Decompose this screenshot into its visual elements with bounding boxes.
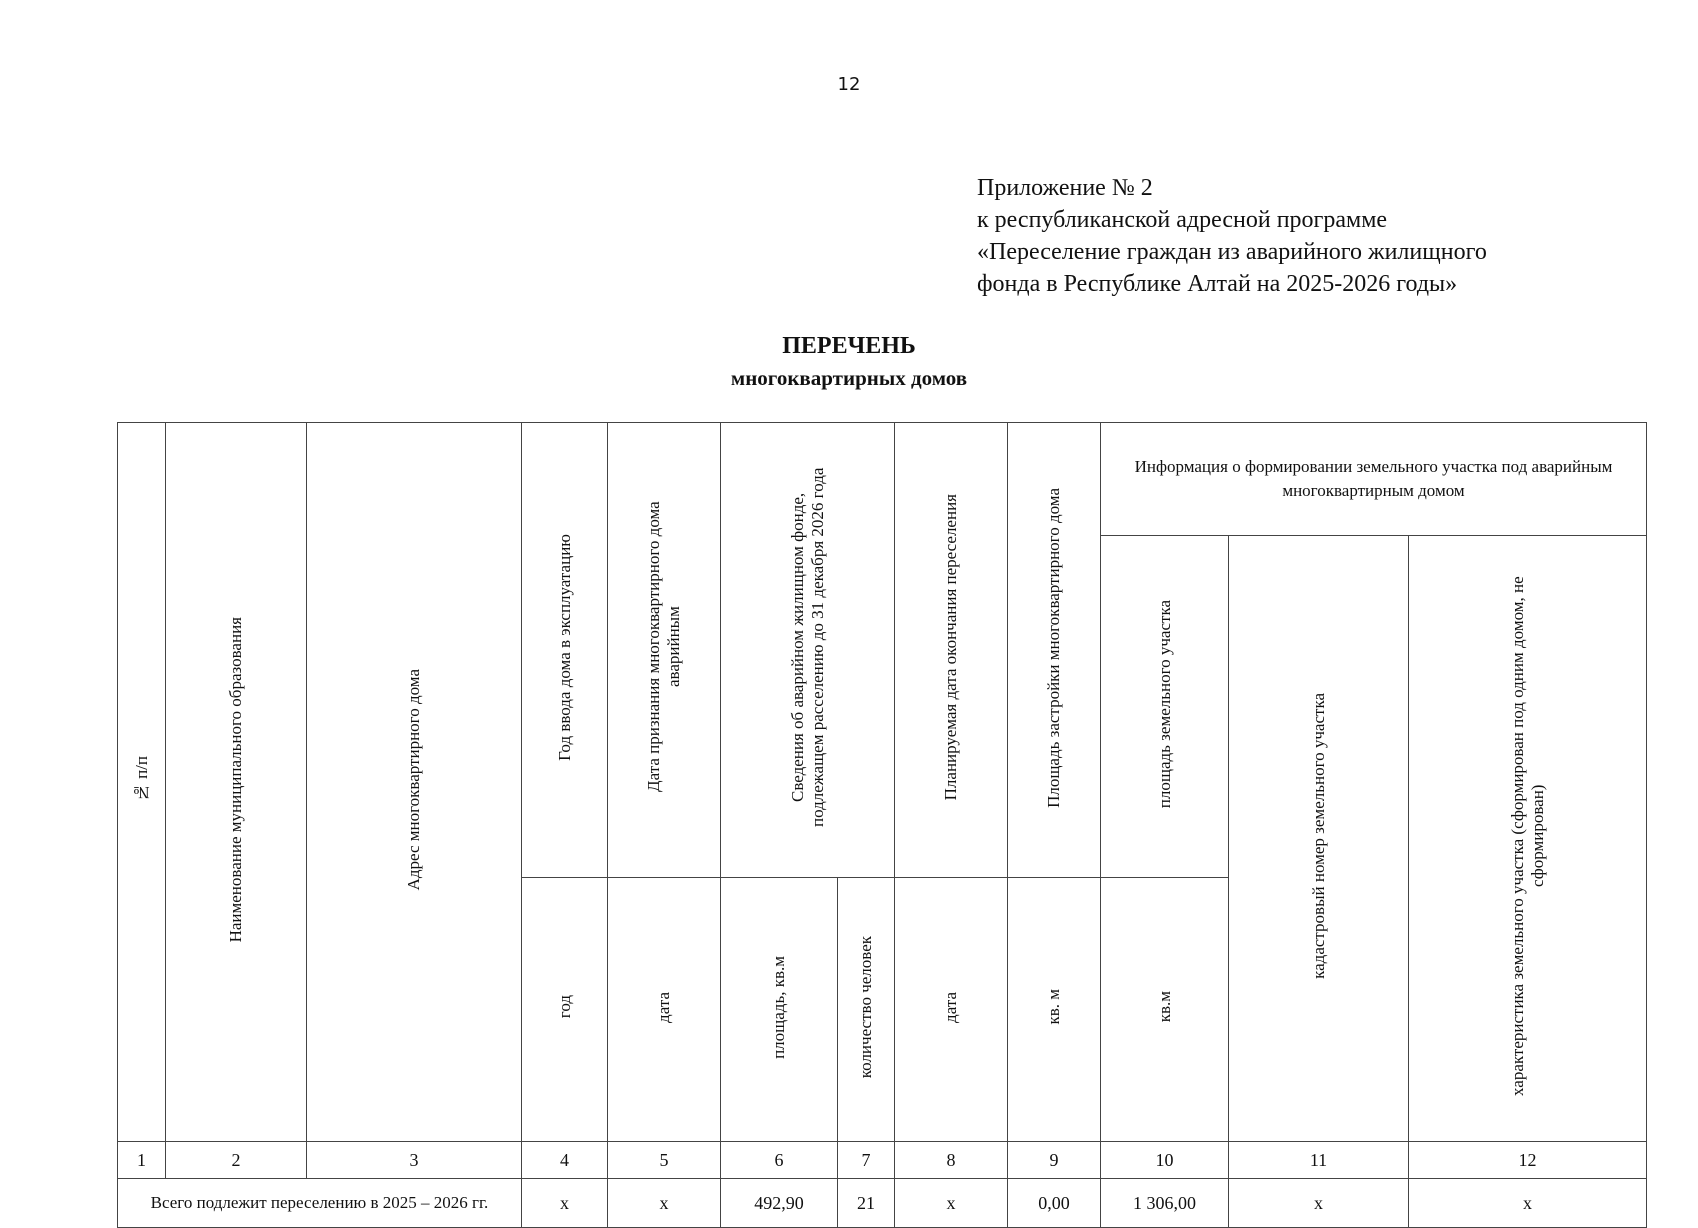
total-commission-year: х: [522, 1179, 608, 1228]
column-number: 4: [522, 1142, 608, 1179]
header-row-number: [118, 423, 166, 1142]
header-land-area-label: площадь земельного участка: [1154, 599, 1174, 809]
header-municipality-label: Наименование муниципального образования: [226, 616, 245, 943]
appendix-line-3: «Переселение граждан из аварийного жилищного: [977, 239, 1487, 265]
unit-planned-date: [895, 877, 1008, 1141]
total-planned-date: х: [895, 1179, 1008, 1228]
header-row-number-label: № п/п: [131, 756, 151, 803]
column-number: 9: [1008, 1142, 1101, 1179]
header-commission-year-label: Год ввода дома в эксплуатацию: [554, 534, 574, 761]
header-emergency-fund: [721, 423, 895, 878]
total-area: 492,90: [721, 1179, 838, 1228]
appendix-line-4: фонда в Республике Алтай на 2025-2026 годы»: [977, 271, 1458, 297]
header-address-label: Адрес многоквартирного дома: [404, 668, 423, 891]
unit-year: [522, 877, 608, 1141]
appendix-note: [977, 172, 1487, 300]
appendix-line-1: Приложение № 2: [977, 175, 1153, 201]
total-land-characteristic: х: [1409, 1179, 1647, 1228]
page-number: 12: [837, 74, 861, 95]
header-building-area-label: Площадь застройки многоквартирного дома: [1044, 487, 1063, 808]
column-numbers-row: [118, 1142, 1647, 1179]
unit-year-label: год: [554, 995, 574, 1019]
total-land-area: 1 306,00: [1101, 1179, 1229, 1228]
document-title: ПЕРЕЧЕНЬ: [782, 333, 916, 359]
unit-building-area: [1008, 877, 1101, 1141]
total-row: [118, 1179, 1647, 1228]
unit-land-area-label: кв.м: [1154, 991, 1174, 1023]
header-cadastral-number: [1229, 536, 1409, 1142]
unit-planned-date-label: дата: [941, 991, 960, 1023]
column-number: 6: [721, 1142, 838, 1179]
unit-people: [838, 877, 895, 1141]
header-emergency-date: [608, 423, 721, 878]
column-number: 10: [1101, 1142, 1229, 1179]
header-address: [307, 423, 522, 1142]
unit-people-label: количество человек: [856, 935, 875, 1079]
appendix-line-2: к республиканской адресной программе: [977, 207, 1388, 233]
column-number: 8: [895, 1142, 1008, 1179]
header-municipality: [166, 423, 307, 1142]
header-planned-date-label: Планируемая дата окончания переселения: [941, 494, 960, 801]
total-emergency-date: х: [608, 1179, 721, 1228]
header-cadastral-number-label: кадастровый номер земельного участка: [1308, 693, 1328, 979]
header-building-area: [1008, 423, 1101, 878]
header-land-characteristic: [1409, 536, 1647, 1142]
header-commission-year: [522, 423, 608, 878]
column-number: 2: [166, 1142, 307, 1179]
houses-table: [117, 422, 1647, 1228]
header-emergency-date-label: Дата признания многоквартирного дома аварийным: [644, 502, 683, 793]
unit-building-area-label: кв. м: [1044, 989, 1063, 1025]
column-number: 1: [118, 1142, 166, 1179]
unit-land-area: [1101, 877, 1229, 1141]
total-people: 21: [838, 1179, 895, 1228]
column-number: 5: [608, 1142, 721, 1179]
unit-date-label: дата: [654, 991, 673, 1023]
unit-date: [608, 877, 721, 1141]
column-number: 12: [1409, 1142, 1647, 1179]
header-planned-date: [895, 423, 1008, 878]
total-cadastral-number: х: [1229, 1179, 1409, 1228]
header-emergency-fund-label: Сведения об аварийном жилищном фонде, подлежащем расселению до 31 декабря 2026 года: [787, 467, 827, 828]
header-land-plot-group: Информация о формировании земельного участка под аварийным многоквартирным домом: [1101, 423, 1647, 536]
total-building-area: 0,00: [1008, 1179, 1101, 1228]
unit-area: [721, 877, 838, 1141]
document-subtitle: многоквартирных домов: [730, 366, 968, 390]
total-row-label: Всего подлежит переселению в 2025 – 2026 гг.: [118, 1179, 522, 1228]
column-number: 7: [838, 1142, 895, 1179]
column-number: 11: [1229, 1142, 1409, 1179]
header-land-area: [1101, 536, 1229, 878]
header-land-characteristic-label: характеристика земельного участка (сформирован под одним домом, не сформирован): [1507, 576, 1547, 1096]
column-number: 3: [307, 1142, 522, 1179]
unit-area-label: площадь, кв.м: [769, 955, 788, 1059]
